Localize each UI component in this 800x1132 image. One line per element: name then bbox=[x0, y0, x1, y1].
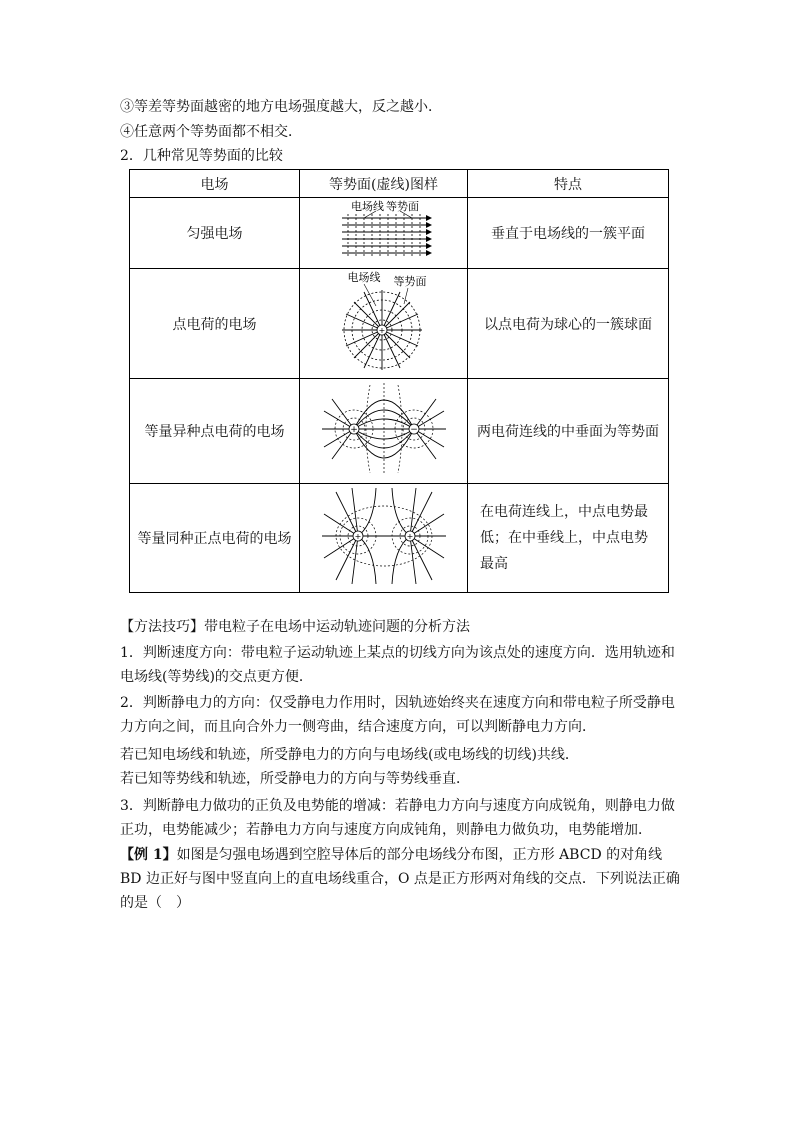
table-row bbox=[130, 379, 669, 484]
table-row bbox=[130, 269, 669, 379]
table-header-row bbox=[130, 170, 669, 198]
field-feature: 在电荷连线上，中点电势最低；在中垂线上，中点电势最高 bbox=[468, 484, 669, 593]
method-p1: 1．判断速度方向：带电粒子运动轨迹上某点的切线方向为该点处的速度方向．选用轨迹和电场线(等势线)的交点更方便． bbox=[120, 645, 675, 685]
header-field: 电场 bbox=[130, 170, 300, 198]
diagram-label: 等势面 bbox=[385, 200, 419, 213]
method-p2a: 若已知电场线和轨迹，所受静电力的方向与电场线(或电场线的切线)共线． bbox=[120, 747, 579, 763]
svg-text:+: + bbox=[406, 532, 413, 541]
like-charges-diagram bbox=[300, 484, 468, 593]
point-charge-diagram bbox=[300, 269, 468, 379]
table-row bbox=[130, 484, 669, 593]
header-feature: 特点 bbox=[468, 170, 669, 198]
uniform-field-diagram bbox=[300, 198, 468, 269]
diagram-label: 电场线 bbox=[347, 270, 380, 284]
svg-text:+: + bbox=[354, 532, 361, 541]
svg-text:+: + bbox=[378, 325, 385, 335]
field-feature: 以点电荷为球心的一簇球面 bbox=[468, 269, 669, 379]
positive-charge-label: + bbox=[349, 425, 358, 435]
method-p3: 3．判断静电力做功的正负及电势能的增减：若静电力方向与速度方向成锐角，则静电力做正功，电势能减少；若静电力方向与速度方向成钝角，则静电力做负功，电势能增加． bbox=[120, 798, 675, 838]
negative-charge-label: − bbox=[409, 425, 418, 435]
field-name: 点电荷的电场 bbox=[130, 269, 300, 379]
point-charge-figure bbox=[324, 270, 444, 374]
table-row bbox=[130, 198, 669, 269]
uniform-field-figure bbox=[324, 198, 444, 264]
item-3: ③等差等势面越密的地方电场强度越大，反之越小． bbox=[120, 99, 442, 115]
method-p2: 2．判断静电力的方向：仅受静电力作用时，因轨迹始终夹在速度方向和带电粒子所受静电力方向之间，而且向合外力一侧弯曲，结合速度方向，可以判断静电力方向． bbox=[120, 695, 675, 735]
example-1 bbox=[120, 843, 686, 915]
equipotential-comparison-table bbox=[129, 169, 669, 593]
field-feature: 垂直于电场线的一簇平面 bbox=[468, 198, 669, 269]
example-text: 如图是匀强电场遇到空腔导体后的部分电场线分布图，正方形 ABCD 的对角线 BD 边正好与图中竖直向上的直电场线重合，O 点是正方形两对角线的交点．下列说法正确的是（ ） bbox=[120, 847, 680, 911]
section-2-title: 2．几种常见等势面的比较 bbox=[120, 148, 283, 164]
field-feature: 两电荷连线的中垂面为等势面 bbox=[468, 379, 669, 484]
item-4: ④任意两个等势面都不相交． bbox=[120, 124, 302, 140]
field-name: 匀强电场 bbox=[130, 198, 300, 269]
dipole-diagram bbox=[300, 379, 468, 484]
opposite-charges-figure bbox=[314, 379, 454, 479]
like-charges-figure bbox=[314, 484, 454, 588]
diagram-label: 等势面 bbox=[393, 274, 426, 288]
example-label: 【例 1】 bbox=[120, 847, 177, 863]
field-name: 等量异种点电荷的电场 bbox=[130, 379, 300, 484]
method-title: 【方法技巧】带电粒子在电场中运动轨迹问题的分析方法 bbox=[120, 619, 470, 635]
field-name: 等量同种正点电荷的电场 bbox=[130, 484, 300, 593]
method-p2b: 若已知等势线和轨迹，所受静电力的方向与等势线垂直． bbox=[120, 771, 470, 787]
diagram-label: 电场线 bbox=[350, 200, 384, 213]
header-pattern: 等势面(虚线)图样 bbox=[300, 170, 468, 198]
